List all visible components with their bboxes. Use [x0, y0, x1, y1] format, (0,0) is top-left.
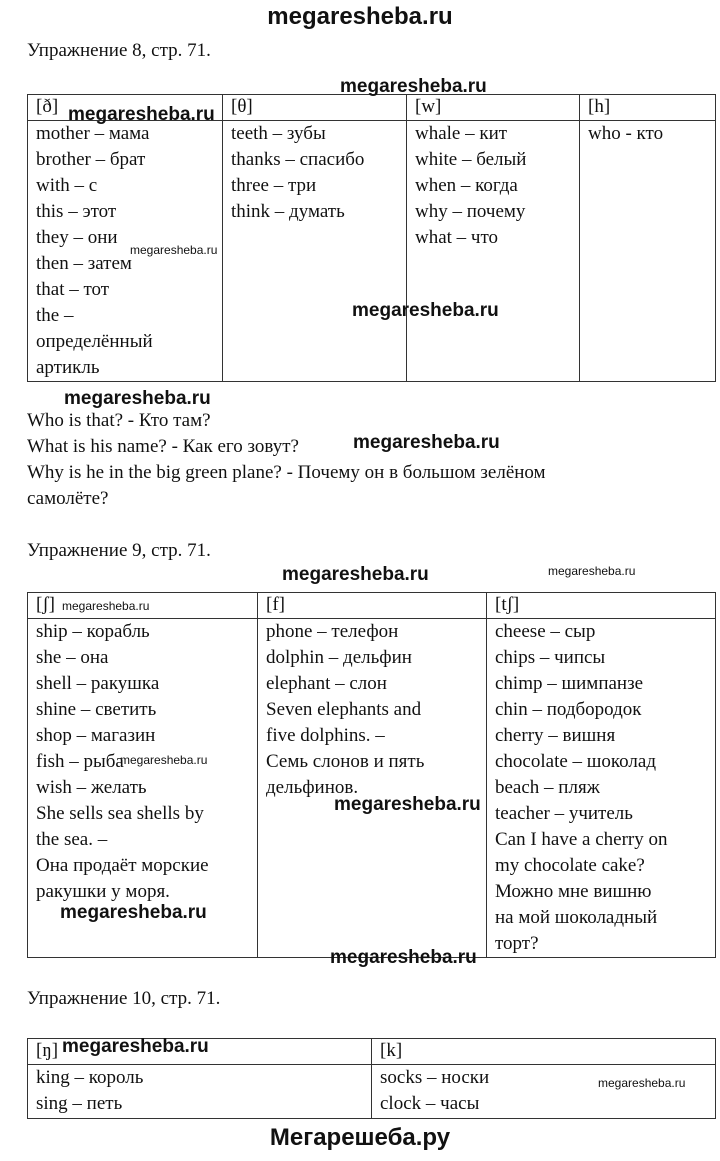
watermark: megaresheba.ru	[340, 76, 487, 97]
sound-header: [f]	[258, 593, 487, 619]
watermark: megaresheba.ru	[548, 564, 636, 578]
sound-header: [h]	[580, 95, 716, 121]
site-header: megaresheba.ru	[267, 3, 453, 30]
text-line: clock – часы	[380, 1093, 480, 1114]
exercise-8-dialog	[27, 408, 717, 512]
text-line: самолёте?	[27, 488, 109, 509]
text-line: определённый	[36, 331, 153, 352]
text-line: артикль	[36, 357, 100, 378]
text-line: socks – носки	[380, 1067, 490, 1088]
text-line: then – затем	[36, 253, 132, 274]
text-line: thanks – спасибо	[231, 149, 365, 170]
text-line: the –	[36, 305, 74, 326]
text-line: cherry – вишня	[495, 725, 616, 746]
sound-header: [θ]	[223, 95, 407, 121]
text-line: dolphin – дельфин	[266, 647, 412, 668]
text-line: sing – петь	[36, 1093, 123, 1114]
text-line: shell – ракушка	[36, 673, 160, 694]
text-line: дельфинов.	[266, 777, 359, 798]
watermark: megaresheba.ru	[62, 599, 150, 613]
text-line: who - кто	[588, 123, 664, 144]
word-list	[407, 121, 580, 382]
text-line: shop – магазин	[36, 725, 156, 746]
watermark: megaresheba.ru	[130, 243, 218, 257]
text-line: Можно мне вишню	[495, 881, 652, 902]
word-list	[372, 1065, 716, 1119]
text-line: Can I have a cherry on	[495, 829, 668, 850]
text-line: with – с	[36, 175, 98, 196]
text-line: five dolphins. –	[266, 725, 385, 746]
text-line: why – почему	[415, 201, 526, 222]
text-line: chips – чипсы	[495, 647, 606, 668]
watermark: megaresheba.ru	[64, 388, 211, 409]
text-line: this – этот	[36, 201, 117, 222]
sound-header: [k]	[372, 1039, 716, 1065]
text-line: торт?	[495, 933, 539, 954]
watermark: megaresheba.ru	[60, 902, 207, 923]
text-line: whale – кит	[415, 123, 508, 144]
text-line: Why is he in the big green plane? - Почему он в большом зелёном	[27, 462, 546, 483]
text-line: teeth – зубы	[231, 123, 326, 144]
text-line: chimp – шимпанзе	[495, 673, 644, 694]
word-list	[223, 121, 407, 382]
word-list	[487, 619, 716, 958]
exercise-9-title: Упражнение 9, стр. 71.	[27, 540, 211, 561]
text-line: chocolate – шоколад	[495, 751, 657, 772]
sound-header: [tʃ]	[487, 593, 716, 619]
text-line: white – белый	[415, 149, 527, 170]
text-line: Who is that? - Кто там?	[27, 410, 211, 431]
text-line: Она продаёт морские	[36, 855, 209, 876]
watermark: megaresheba.ru	[598, 1076, 686, 1090]
text-line: ship – корабль	[36, 621, 150, 642]
text-line: на мой шоколадный	[495, 907, 658, 928]
text-line: ракушки у моря.	[36, 881, 170, 902]
exercise-8-title: Упражнение 8, стр. 71.	[27, 40, 211, 61]
sound-header: [ʃ]	[28, 593, 258, 619]
text-line: Seven elephants and	[266, 699, 422, 720]
text-line: king – король	[36, 1067, 144, 1088]
text-line: phone – телефон	[266, 621, 399, 642]
watermark: megaresheba.ru	[68, 104, 215, 125]
text-line: three – три	[231, 175, 317, 196]
text-line: She sells sea shells by	[36, 803, 204, 824]
text-line: Семь слонов и пять	[266, 751, 425, 772]
watermark: megaresheba.ru	[120, 753, 208, 767]
sound-header: [w]	[407, 95, 580, 121]
exercise-10-title: Упражнение 10, стр. 71.	[27, 988, 221, 1009]
text-line: teacher – учитель	[495, 803, 633, 824]
watermark: megaresheba.ru	[62, 1036, 209, 1057]
word-list	[28, 1065, 372, 1119]
sound-header: [ð]	[28, 95, 223, 121]
text-line: my chocolate cake?	[495, 855, 645, 876]
text-line: she – она	[36, 647, 109, 668]
text-line: mother – мама	[36, 123, 150, 144]
table-words-row	[28, 1065, 716, 1119]
text-line: beach – пляж	[495, 777, 600, 798]
sound-header: [ŋ]	[28, 1039, 372, 1065]
word-list	[258, 619, 487, 958]
watermark: megaresheba.ru	[352, 300, 499, 321]
word-list	[580, 121, 716, 382]
text-line: that – тот	[36, 279, 110, 300]
text-line: they – они	[36, 227, 118, 248]
text-line: fish – рыба	[36, 751, 124, 772]
text-line: wish – желать	[36, 777, 147, 798]
text-line: cheese – сыр	[495, 621, 596, 642]
text-line: What is his name? - Как его зовут?	[27, 436, 299, 457]
watermark: megaresheba.ru	[282, 564, 429, 585]
watermark: megaresheba.ru	[353, 432, 500, 453]
text-line: the sea. –	[36, 829, 108, 850]
text-line: chin – подбородок	[495, 699, 642, 720]
exercise-8-table	[27, 94, 716, 382]
text-line: shine – светить	[36, 699, 157, 720]
text-line: what – что	[415, 227, 499, 248]
site-footer: Мегарешеба.ру	[269, 1124, 451, 1151]
text-line: when – когда	[415, 175, 518, 196]
watermark: megaresheba.ru	[334, 794, 481, 815]
text-line: brother – брат	[36, 149, 146, 170]
watermark: megaresheba.ru	[330, 947, 477, 968]
text-line: elephant – слон	[266, 673, 387, 694]
text-line: think – думать	[231, 201, 345, 222]
